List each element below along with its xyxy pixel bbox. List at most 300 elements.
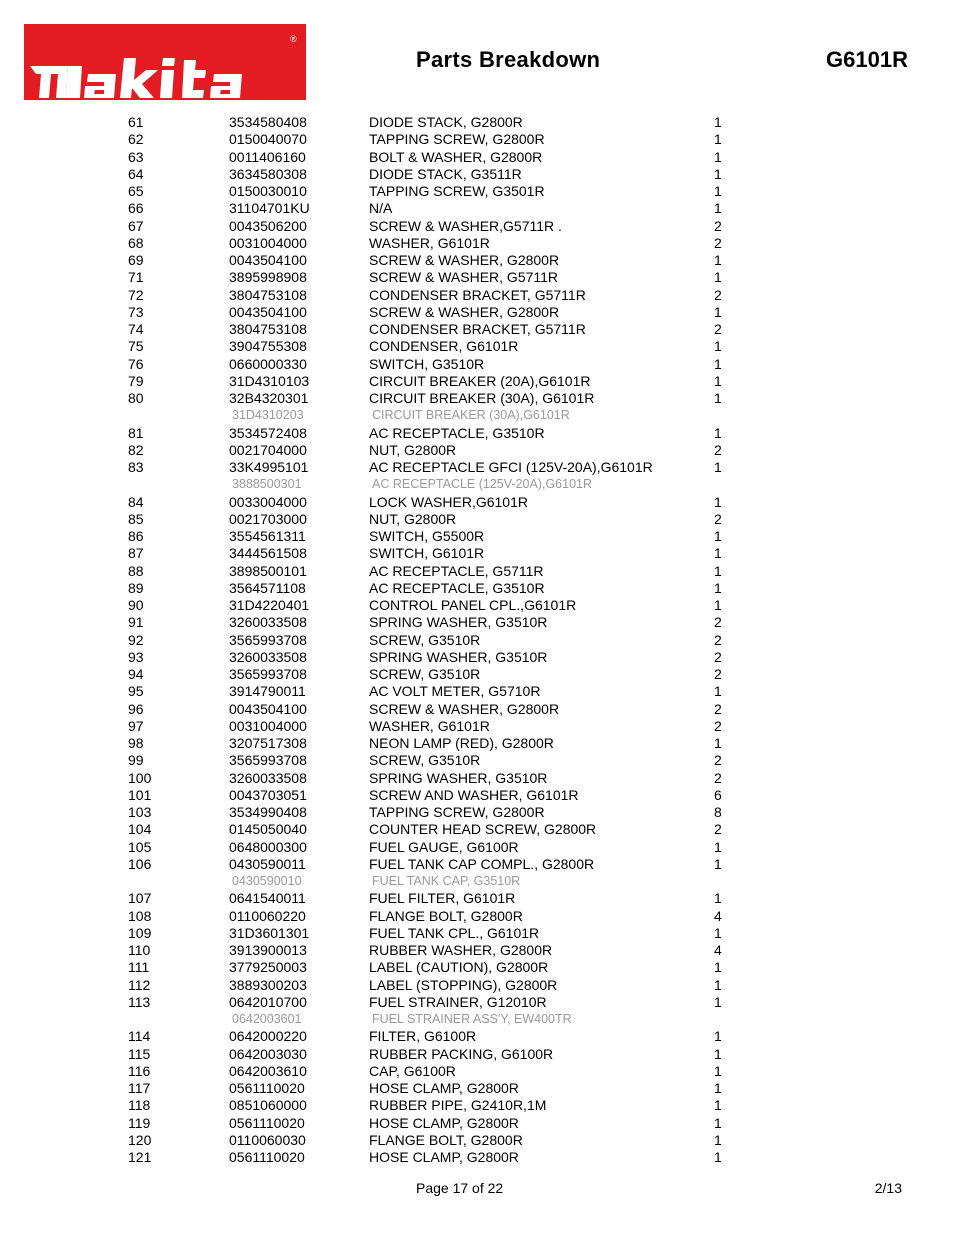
item-number: 92 xyxy=(128,631,144,648)
part-row xyxy=(0,683,954,700)
quantity: 1 xyxy=(714,838,722,855)
part-number: 3260033508 xyxy=(229,614,307,631)
item-number: 98 xyxy=(128,735,144,751)
item-number: 80 xyxy=(128,390,144,406)
quantity: 1 xyxy=(714,993,722,1010)
item-number: 62 xyxy=(128,131,144,148)
part-description: SCREW, G3510R xyxy=(369,752,481,769)
item-number: 91 xyxy=(128,614,144,631)
part-row xyxy=(0,373,954,390)
item-number: 69 xyxy=(128,252,144,268)
part-number: 0031004000 xyxy=(229,717,307,734)
item-number: 104 xyxy=(128,821,152,838)
item-number: 120 xyxy=(128,1131,152,1148)
part-row xyxy=(0,977,954,994)
part-row xyxy=(0,666,954,683)
item-number: 79 xyxy=(128,372,144,389)
item-number: 85 xyxy=(128,510,144,527)
part-number: 0043703051 xyxy=(229,786,307,803)
item-number: 115 xyxy=(128,1045,151,1062)
part-row xyxy=(0,1028,954,1045)
part-number: 0642003030 xyxy=(229,1045,307,1062)
part-row xyxy=(0,821,954,838)
part-description: BOLT & WASHER, G2800R xyxy=(369,148,543,165)
quantity: 4 xyxy=(714,907,722,924)
part-number: 0660000330 xyxy=(229,355,307,372)
part-description: LABEL (STOPPING), G2800R xyxy=(369,976,558,993)
part-number: 0561110020 xyxy=(229,1149,305,1165)
quantity: 1 xyxy=(714,735,722,751)
part-number: 3914790011 xyxy=(229,683,306,700)
quantity: 1 xyxy=(714,424,722,441)
part-description: NUT, G2800R xyxy=(369,441,457,458)
part-description: WASHER, G6101R xyxy=(369,234,490,251)
part-row xyxy=(0,528,954,545)
part-number: 3889300203 xyxy=(229,976,307,993)
item-number: 116 xyxy=(128,1062,151,1079)
item-number: 76 xyxy=(128,355,144,372)
svg-text:®: ® xyxy=(290,34,297,44)
part-number: 0110060220 xyxy=(229,907,306,924)
quantity: 2 xyxy=(714,614,722,631)
part-description: FLANGE BOLT, G2800R xyxy=(369,1131,523,1148)
part-number: 0642000220 xyxy=(229,1028,307,1045)
quantity: 2 xyxy=(714,217,722,234)
part-number: 0430590010 xyxy=(232,874,302,888)
item-number: 110 xyxy=(128,942,151,958)
part-number: 3888500301 xyxy=(232,477,302,492)
part-description: LOCK WASHER,G6101R xyxy=(369,493,528,510)
item-number: 88 xyxy=(128,562,144,579)
item-number: 82 xyxy=(128,441,144,458)
part-row xyxy=(0,235,954,252)
part-row xyxy=(0,442,954,459)
part-description: FUEL TANK CAP COMPL., G2800R xyxy=(369,855,595,872)
part-row xyxy=(0,701,954,718)
part-description: DIODE STACK, G3511R xyxy=(369,165,522,182)
quantity: 1 xyxy=(714,959,722,976)
quantity: 2 xyxy=(714,631,722,648)
quantity: 1 xyxy=(714,545,722,562)
part-number: 0641540011 xyxy=(229,890,306,907)
part-row xyxy=(0,856,954,873)
item-number: 90 xyxy=(128,597,144,613)
part-number: 0430590011 xyxy=(229,855,306,872)
part-number: 3913900013 xyxy=(229,942,307,958)
part-description: CIRCUIT BREAKER (30A), G6101R xyxy=(369,390,595,406)
part-row xyxy=(0,890,954,907)
part-row xyxy=(0,839,954,856)
item-number: 66 xyxy=(128,200,144,217)
part-description: AC VOLT METER, G5710R xyxy=(369,683,541,700)
item-number: 83 xyxy=(128,459,144,475)
part-number: 3554561311 xyxy=(229,528,306,544)
part-row xyxy=(0,304,954,321)
part-description: AC RECEPTACLE, G3510R xyxy=(369,424,545,441)
part-row xyxy=(0,1132,954,1149)
part-number: 3904755308 xyxy=(229,338,307,355)
part-description: CAP, G6100R xyxy=(369,1062,456,1079)
part-number: 3565993708 xyxy=(229,666,307,682)
part-description: CONDENSER BRACKET, G5711R xyxy=(369,286,586,303)
part-row xyxy=(0,1115,954,1132)
item-number: 71 xyxy=(128,269,144,286)
part-number: 0011406160 xyxy=(229,148,306,165)
part-description: SCREW, G3510R xyxy=(369,631,481,648)
part-row xyxy=(0,166,954,183)
part-description: RUBBER PACKING, G6100R xyxy=(369,1045,554,1062)
quantity: 1 xyxy=(714,683,722,700)
item-number: 63 xyxy=(128,148,144,165)
item-number: 94 xyxy=(128,666,144,682)
item-number: 89 xyxy=(128,579,144,596)
part-row xyxy=(0,149,954,166)
part-description: WASHER, G6101R xyxy=(369,717,490,734)
quantity: 1 xyxy=(714,269,722,286)
item-number: 65 xyxy=(128,183,144,199)
part-number: 0851060000 xyxy=(229,1097,307,1114)
part-number: 3634580308 xyxy=(229,165,307,182)
part-description: RUBBER WASHER, G2800R xyxy=(369,942,553,958)
part-number: 3898500101 xyxy=(229,562,307,579)
part-number: 3534572408 xyxy=(229,424,307,441)
part-row xyxy=(0,459,954,476)
part-description: CONTROL PANEL CPL.,G6101R xyxy=(369,597,577,613)
part-row xyxy=(0,787,954,804)
quantity: 4 xyxy=(714,942,722,958)
part-number: 31104701KU xyxy=(229,200,310,217)
quantity: 2 xyxy=(714,821,722,838)
part-number: 0150030010 xyxy=(229,183,307,199)
quantity: 1 xyxy=(714,303,722,320)
part-row xyxy=(0,356,954,373)
part-row xyxy=(0,200,954,217)
part-number: 0043504100 xyxy=(229,252,307,268)
quantity: 1 xyxy=(714,131,722,148)
part-row xyxy=(0,218,954,235)
part-row xyxy=(0,494,954,511)
part-row xyxy=(0,614,954,631)
quantity: 1 xyxy=(714,855,722,872)
quantity: 2 xyxy=(714,286,722,303)
item-number: 108 xyxy=(128,907,152,924)
part-description: FUEL TANK CAP, G3510R xyxy=(372,874,521,888)
quantity: 2 xyxy=(714,666,722,682)
item-number: 99 xyxy=(128,752,144,769)
quantity: 1 xyxy=(714,1080,722,1096)
part-row xyxy=(0,390,954,407)
item-number: 84 xyxy=(128,493,144,510)
part-row xyxy=(0,649,954,666)
alternate-part-row xyxy=(0,407,954,424)
part-row xyxy=(0,1063,954,1080)
part-row xyxy=(0,1149,954,1166)
quantity: 1 xyxy=(714,597,722,613)
quantity: 2 xyxy=(714,441,722,458)
part-description: HOSE CLAMP, G2800R xyxy=(369,1080,519,1096)
alternate-part-row xyxy=(0,873,954,890)
quantity: 1 xyxy=(714,252,722,268)
page-title: Parts Breakdown xyxy=(416,47,601,72)
part-description: TAPPING SCREW, G2800R xyxy=(369,804,545,820)
part-number: 0021704000 xyxy=(229,441,307,458)
item-number: 73 xyxy=(128,303,144,320)
part-number: 0043504100 xyxy=(229,303,307,320)
part-row xyxy=(0,959,954,976)
part-description: COUNTER HEAD SCREW, G2800R xyxy=(369,821,597,838)
part-description: CONDENSER, G6101R xyxy=(369,338,519,355)
part-description: SPRING WASHER, G3510R xyxy=(369,769,548,786)
part-row xyxy=(0,425,954,442)
part-description: FUEL GAUGE, G6100R xyxy=(369,838,519,855)
part-number: 0110060030 xyxy=(229,1131,306,1148)
part-row xyxy=(0,752,954,769)
part-description: NEON LAMP (RED), G2800R xyxy=(369,735,554,751)
part-number: 3260033508 xyxy=(229,648,307,665)
part-description: TAPPING SCREW, G2800R xyxy=(369,131,545,148)
part-row xyxy=(0,942,954,959)
part-description: SCREW AND WASHER, G6101R xyxy=(369,786,579,803)
item-number: 61 xyxy=(128,114,144,130)
quantity: 1 xyxy=(714,1062,722,1079)
part-row xyxy=(0,1097,954,1114)
makita-logo xyxy=(24,24,306,100)
parts-list xyxy=(0,114,954,1166)
quantity: 1 xyxy=(714,890,722,907)
part-number: 0150040070 xyxy=(229,131,307,148)
part-description: RUBBER PIPE, G2410R,1M xyxy=(369,1097,547,1114)
part-description: FUEL STRAINER ASS'Y, EW400TR xyxy=(372,1012,572,1026)
quantity: 2 xyxy=(714,717,722,734)
item-number: 86 xyxy=(128,528,144,544)
item-number: 74 xyxy=(128,321,144,337)
item-number: 107 xyxy=(128,890,152,907)
item-number: 97 xyxy=(128,717,144,734)
item-number: 81 xyxy=(128,424,144,441)
part-number: 3804753108 xyxy=(229,321,307,337)
quantity: 1 xyxy=(714,493,722,510)
part-description: SCREW & WASHER,G5711R . xyxy=(369,217,562,234)
part-description: FUEL TANK CPL., G6101R xyxy=(369,924,540,941)
part-number: 3444561508 xyxy=(229,545,307,562)
quantity: 8 xyxy=(714,804,722,820)
part-description: SCREW & WASHER, G2800R xyxy=(369,252,560,268)
alternate-part-row xyxy=(0,476,954,493)
quantity: 1 xyxy=(714,459,722,475)
part-description: SWITCH, G3510R xyxy=(369,355,485,372)
quantity: 1 xyxy=(714,165,722,182)
part-number: 0145050040 xyxy=(229,821,307,838)
part-description: SCREW, G3510R xyxy=(369,666,481,682)
part-description: CONDENSER BRACKET, G5711R xyxy=(369,321,586,337)
item-number: 112 xyxy=(128,976,151,993)
quantity: 2 xyxy=(714,648,722,665)
part-description: SCREW & WASHER, G5711R xyxy=(369,269,559,286)
part-number: 0642003601 xyxy=(232,1012,302,1026)
quantity: 1 xyxy=(714,1149,722,1165)
part-description: HOSE CLAMP, G2800R xyxy=(369,1149,519,1165)
part-number: 31D4310203 xyxy=(232,408,304,423)
item-number: 109 xyxy=(128,924,152,941)
quantity: 1 xyxy=(714,1097,722,1114)
quantity: 1 xyxy=(714,183,722,199)
makita-logo-graphic xyxy=(24,24,306,100)
item-number: 101 xyxy=(128,786,152,803)
item-number: 93 xyxy=(128,648,144,665)
part-number: 3565993708 xyxy=(229,631,307,648)
item-number: 105 xyxy=(128,838,152,855)
part-number: 0043506200 xyxy=(229,217,307,234)
quantity: 1 xyxy=(714,390,722,406)
quantity: 2 xyxy=(714,510,722,527)
part-description: SPRING WASHER, G3510R xyxy=(369,648,548,665)
part-number: 3895998908 xyxy=(229,269,307,286)
quantity: 1 xyxy=(714,1045,722,1062)
part-row xyxy=(0,1080,954,1097)
part-row xyxy=(0,770,954,787)
part-number: 0033004000 xyxy=(229,493,307,510)
item-number: 100 xyxy=(128,769,152,786)
item-number: 114 xyxy=(128,1028,151,1045)
part-row xyxy=(0,925,954,942)
quantity: 1 xyxy=(714,200,722,217)
part-description: SCREW & WASHER, G2800R xyxy=(369,700,560,717)
part-row xyxy=(0,269,954,286)
part-description: AC RECEPTACLE, G3510R xyxy=(369,579,545,596)
part-row xyxy=(0,735,954,752)
item-number: 121 xyxy=(128,1149,152,1165)
part-row xyxy=(0,718,954,735)
part-description: AC RECEPTACLE, G5711R xyxy=(369,562,544,579)
part-number: 0561110020 xyxy=(229,1080,305,1096)
part-description: LABEL (CAUTION), G2800R xyxy=(369,959,549,976)
part-row xyxy=(0,580,954,597)
part-row xyxy=(0,114,954,131)
part-row xyxy=(0,321,954,338)
part-description: AC RECEPTACLE GFCI (125V-20A),G6101R xyxy=(369,459,653,475)
part-number: 0642003610 xyxy=(229,1062,307,1079)
part-number: 0043504100 xyxy=(229,700,307,717)
part-number: 0561110020 xyxy=(229,1114,305,1131)
part-number: 0021703000 xyxy=(229,510,307,527)
part-row xyxy=(0,597,954,614)
item-number: 87 xyxy=(128,545,144,562)
part-number: 0648000300 xyxy=(229,838,307,855)
revision-date: 2/13 xyxy=(874,1180,902,1196)
item-number: 103 xyxy=(128,804,152,820)
part-description: CIRCUIT BREAKER (20A),G6101R xyxy=(369,372,591,389)
part-row xyxy=(0,1046,954,1063)
part-number: 33K4995101 xyxy=(229,459,309,475)
item-number: 106 xyxy=(128,855,152,872)
part-row xyxy=(0,511,954,528)
part-row xyxy=(0,287,954,304)
page-number: Page 17 of 22 xyxy=(416,1180,504,1196)
part-number: 31D4220401 xyxy=(229,597,310,613)
model-number: G6101R xyxy=(826,47,908,72)
quantity: 1 xyxy=(714,1028,722,1045)
part-row xyxy=(0,545,954,562)
part-description: CIRCUIT BREAKER (30A),G6101R xyxy=(372,408,570,423)
item-number: 119 xyxy=(128,1114,151,1131)
quantity: 2 xyxy=(714,752,722,769)
quantity: 2 xyxy=(714,700,722,717)
part-description: NUT, G2800R xyxy=(369,510,457,527)
part-row xyxy=(0,183,954,200)
part-description: FLANGE BOLT, G2800R xyxy=(369,907,523,924)
part-description: N/A xyxy=(369,200,393,217)
part-number: 3534990408 xyxy=(229,804,307,820)
quantity: 1 xyxy=(714,1114,722,1131)
item-number: 75 xyxy=(128,338,144,355)
item-number: 111 xyxy=(128,959,150,976)
part-description: SWITCH, G5500R xyxy=(369,528,485,544)
part-number: 0642010700 xyxy=(229,993,307,1010)
part-description: FILTER, G6100R xyxy=(369,1028,477,1045)
quantity: 2 xyxy=(714,769,722,786)
part-number: 32B4320301 xyxy=(229,390,309,406)
part-number: 0031004000 xyxy=(229,234,307,251)
quantity: 1 xyxy=(714,562,722,579)
part-description: SPRING WASHER, G3510R xyxy=(369,614,548,631)
part-number: 3207517308 xyxy=(229,735,307,751)
part-description: FUEL FILTER, G6101R xyxy=(369,890,516,907)
part-number: 31D4310103 xyxy=(229,372,310,389)
quantity: 6 xyxy=(714,786,722,803)
quantity: 1 xyxy=(714,528,722,544)
item-number: 67 xyxy=(128,217,144,234)
quantity: 1 xyxy=(714,976,722,993)
quantity: 1 xyxy=(714,355,722,372)
part-row xyxy=(0,131,954,148)
part-description: SWITCH, G6101R xyxy=(369,545,485,562)
item-number: 68 xyxy=(128,234,144,251)
part-row xyxy=(0,804,954,821)
quantity: 1 xyxy=(714,1131,722,1148)
quantity: 1 xyxy=(714,148,722,165)
part-number: 3804753108 xyxy=(229,286,307,303)
quantity: 1 xyxy=(714,114,722,130)
quantity: 1 xyxy=(714,579,722,596)
part-row xyxy=(0,908,954,925)
item-number: 113 xyxy=(128,993,151,1010)
part-description: TAPPING SCREW, G3501R xyxy=(369,183,545,199)
quantity: 2 xyxy=(714,321,722,337)
quantity: 1 xyxy=(714,924,722,941)
alternate-part-row xyxy=(0,1011,954,1028)
item-number: 117 xyxy=(128,1080,151,1096)
part-number: 3260033508 xyxy=(229,769,307,786)
part-row xyxy=(0,994,954,1011)
item-number: 96 xyxy=(128,700,144,717)
quantity: 1 xyxy=(714,372,722,389)
item-number: 64 xyxy=(128,165,144,182)
part-row xyxy=(0,252,954,269)
part-number: 3565993708 xyxy=(229,752,307,769)
part-row xyxy=(0,563,954,580)
part-number: 3534580408 xyxy=(229,114,307,130)
quantity: 1 xyxy=(714,338,722,355)
part-number: 31D3601301 xyxy=(229,924,310,941)
part-description: DIODE STACK, G2800R xyxy=(369,114,523,130)
part-description: HOSE CLAMP, G2800R xyxy=(369,1114,519,1131)
part-description: AC RECEPTACLE (125V-20A),G6101R xyxy=(372,477,593,492)
part-number: 3564571108 xyxy=(229,579,306,596)
item-number: 95 xyxy=(128,683,144,700)
part-description: FUEL STRAINER, G12010R xyxy=(369,993,547,1010)
part-row xyxy=(0,338,954,355)
part-description: SCREW & WASHER, G2800R xyxy=(369,303,560,320)
